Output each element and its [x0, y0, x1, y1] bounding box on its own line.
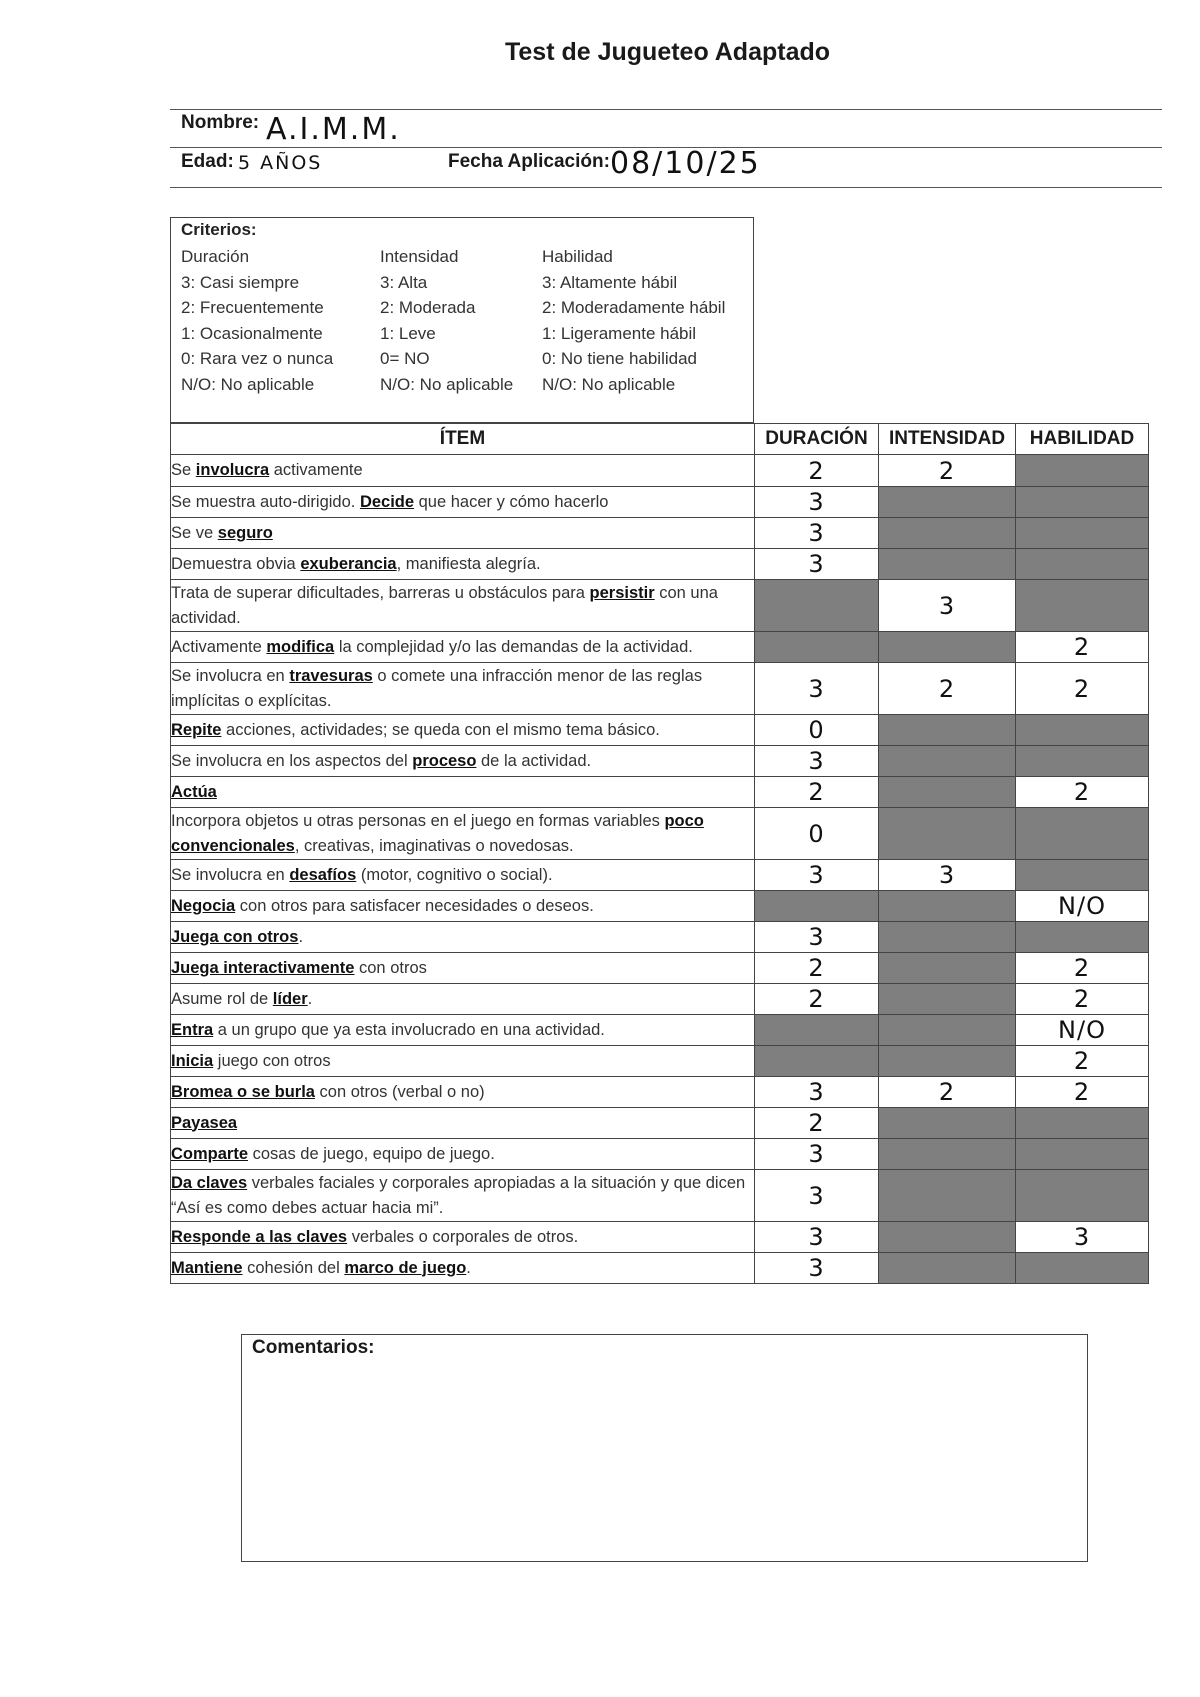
item-keyword: desafíos: [289, 865, 357, 884]
table-row: [171, 549, 1149, 580]
table-row: [171, 1015, 1149, 1046]
item-text-part: con una actividad.: [171, 583, 718, 627]
shaded-cell: [1016, 715, 1149, 746]
item-text: [171, 808, 755, 860]
item-text-part: verbales faciales y corporales apropiadas a la situación y que dicen “Así es como debes actuar hacia mi”.: [171, 1173, 746, 1217]
item-text: [171, 891, 755, 922]
items-table: [170, 423, 1149, 1284]
column-header-duration: DURACIÓN: [755, 424, 879, 455]
date-value[interactable]: 08/10/25: [610, 146, 761, 181]
score-skill[interactable]: 2: [1016, 777, 1149, 808]
item-keyword: Decide: [359, 492, 415, 511]
score-intensity[interactable]: 3: [879, 580, 1016, 632]
name-value[interactable]: A.I.M.M.: [266, 112, 401, 147]
score-duration[interactable]: 3: [755, 1077, 879, 1108]
item-keyword: seguro: [217, 523, 273, 542]
item-text-part: la complejidad y/o las demandas de la actividad.: [334, 637, 693, 656]
shaded-cell: [1016, 455, 1149, 487]
table-row: [171, 1222, 1149, 1253]
score-duration[interactable]: 2: [755, 777, 879, 808]
shaded-cell: [879, 549, 1016, 580]
score-duration[interactable]: 3: [755, 1253, 879, 1284]
item-text-part: que hacer y cómo hacerlo: [414, 492, 609, 511]
column-header-skill: HABILIDAD: [1016, 424, 1149, 455]
score-skill[interactable]: 3: [1016, 1222, 1149, 1253]
item-keyword: Negocia: [171, 896, 236, 915]
score-duration[interactable]: 2: [755, 455, 879, 487]
shaded-cell: [1016, 1253, 1149, 1284]
table-row: [171, 984, 1149, 1015]
item-text-part: activamente: [269, 461, 363, 479]
item-text-part: (motor, cognitivo o social).: [356, 865, 553, 884]
shaded-cell: [1016, 922, 1149, 953]
item-text-part: con otros (verbal o no): [314, 1082, 485, 1101]
table-row: [171, 1077, 1149, 1108]
item-text: [171, 663, 755, 715]
criteria-heading: Criterios:: [181, 220, 257, 239]
shaded-cell: [879, 953, 1016, 984]
criteria-text: 1: Leve: [380, 323, 436, 343]
shaded-cell: [879, 1139, 1016, 1170]
table-row: [171, 953, 1149, 984]
criteria-text: 3: Alta: [380, 272, 428, 292]
score-duration[interactable]: 0: [755, 808, 879, 860]
criteria-text: N/O: No aplicable: [542, 374, 676, 394]
score-intensity[interactable]: 3: [879, 860, 1016, 891]
item-text: [171, 1253, 755, 1284]
item-text: [171, 1222, 755, 1253]
table-row: [171, 632, 1149, 663]
table-row: [171, 580, 1149, 632]
divider: [170, 187, 1162, 188]
shaded-cell: [755, 580, 879, 632]
score-duration[interactable]: 3: [755, 922, 879, 953]
item-keyword: Responde a las claves: [171, 1227, 348, 1246]
table-row: [171, 715, 1149, 746]
score-duration[interactable]: 2: [755, 953, 879, 984]
item-text-part: con otros para satisfacer necesidades o deseos.: [235, 896, 594, 915]
item-text: [171, 487, 755, 518]
item-keyword: marco de juego: [344, 1258, 467, 1277]
shaded-cell: [1016, 746, 1149, 777]
criteria-text: N/O: No aplicable: [181, 374, 315, 394]
item-keyword: Juega con otros: [171, 927, 299, 946]
table-row: [171, 455, 1149, 487]
item-text: [171, 860, 755, 891]
criteria-column-duration: [181, 244, 333, 397]
item-text-part: de la actividad.: [476, 751, 592, 770]
item-text: [171, 518, 755, 549]
item-text-part: Se involucra en los aspectos del: [171, 751, 413, 770]
item-text: [171, 1077, 755, 1108]
criteria-text: 2: Moderadamente hábil: [542, 298, 726, 317]
item-text-part: a un grupo que ya esta involucrado en una actividad.: [213, 1020, 605, 1039]
score-duration[interactable]: 3: [755, 860, 879, 891]
item-text-part: cosas de juego, equipo de juego.: [248, 1144, 495, 1163]
shaded-cell: [1016, 580, 1149, 632]
shaded-cell: [879, 1170, 1016, 1222]
criteria-text: 2: Frecuentemente: [181, 298, 324, 317]
item-text: [171, 580, 755, 632]
item-keyword: Repite: [171, 720, 222, 739]
score-duration[interactable]: 2: [755, 1108, 879, 1139]
item-text: [171, 1139, 755, 1170]
criteria-text: 3: Casi siempre: [181, 272, 300, 292]
score-duration[interactable]: 3: [755, 1139, 879, 1170]
criteria-text: 3: Altamente hábil: [542, 272, 678, 292]
item-text: [171, 549, 755, 580]
score-intensity[interactable]: 2: [879, 455, 1016, 487]
score-intensity[interactable]: 2: [879, 663, 1016, 715]
score-duration[interactable]: 0: [755, 715, 879, 746]
criteria-column-skill: [542, 244, 725, 397]
item-text: [171, 455, 755, 487]
item-text-part: o comete una infracción menor de las reglas implícitas o explícitas.: [171, 666, 703, 710]
score-intensity[interactable]: 2: [879, 1077, 1016, 1108]
item-keyword: Juega interactivamente: [171, 958, 355, 977]
shaded-cell: [1016, 549, 1149, 580]
shaded-cell: [1016, 1139, 1149, 1170]
table-row: [171, 860, 1149, 891]
item-text-part: Se involucra en: [171, 865, 290, 884]
item-text-part: verbales o corporales de otros.: [347, 1227, 579, 1246]
item-text-part: Se muestra auto-dirigido.: [171, 492, 360, 511]
score-skill[interactable]: 2: [1016, 1046, 1149, 1077]
shaded-cell: [1016, 487, 1149, 518]
table-row: [171, 1108, 1149, 1139]
criteria-text: Habilidad: [542, 247, 613, 266]
score-duration[interactable]: 3: [755, 487, 879, 518]
age-value[interactable]: 5 AÑOS: [238, 152, 323, 174]
item-text-part: juego con otros: [213, 1051, 331, 1070]
item-text-part: .: [466, 1258, 471, 1277]
item-text-part: Activamente: [171, 637, 267, 656]
item-text-part: .: [307, 989, 313, 1008]
item-keyword: travesuras: [289, 666, 373, 685]
table-row: [171, 1139, 1149, 1170]
item-text-part: Demuestra obvia: [171, 554, 301, 573]
item-text: [171, 1046, 755, 1077]
age-label: Edad:: [181, 151, 234, 172]
shaded-cell: [879, 891, 1016, 922]
item-text-part: acciones, actividades; se queda con el mismo tema básico.: [221, 720, 660, 739]
comments-label: Comentarios:: [252, 1337, 375, 1358]
shaded-cell: [1016, 808, 1149, 860]
shaded-cell: [879, 808, 1016, 860]
item-text-part: Trata de superar dificultades, barreras u obstáculos para: [171, 583, 590, 602]
item-text: [171, 746, 755, 777]
shaded-cell: [879, 1046, 1016, 1077]
item-text: [171, 953, 755, 984]
score-duration[interactable]: 3: [755, 518, 879, 549]
score-skill[interactable]: N/O: [1016, 891, 1149, 922]
shaded-cell: [879, 984, 1016, 1015]
shaded-cell: [879, 518, 1016, 549]
page-title: Test de Jugueteo Adaptado: [504, 38, 831, 66]
item-keyword: Actúa: [171, 782, 217, 801]
item-text: [171, 922, 755, 953]
table-row: [171, 1253, 1149, 1284]
item-text-part: cohesión del: [242, 1258, 345, 1277]
table-row: [171, 487, 1149, 518]
item-keyword: Bromea o se burla: [171, 1082, 315, 1101]
item-keyword: Da claves: [171, 1173, 248, 1192]
item-text-part: Se ve: [171, 523, 218, 542]
table-row: [171, 777, 1149, 808]
criteria-text: 0: No tiene habilidad: [542, 349, 698, 368]
item-text-part: Asume rol de: [171, 989, 273, 1008]
shaded-cell: [1016, 1170, 1149, 1222]
criteria-text: N/O: No aplicable: [380, 374, 514, 394]
item-keyword: proceso: [412, 751, 477, 770]
shaded-cell: [1016, 860, 1149, 891]
shaded-cell: [755, 891, 879, 922]
item-text: [171, 777, 755, 808]
score-duration[interactable]: 3: [755, 1170, 879, 1222]
shaded-cell: [879, 1015, 1016, 1046]
shaded-cell: [879, 746, 1016, 777]
shaded-cell: [879, 1108, 1016, 1139]
criteria-box: [170, 217, 754, 423]
item-text-part: , creativas, imaginativas o novedosas.: [294, 836, 574, 855]
score-duration[interactable]: 3: [755, 1222, 879, 1253]
item-text-part: Se involucra en: [171, 666, 290, 685]
table-row: [171, 1046, 1149, 1077]
criteria-column-intensity: [380, 244, 513, 397]
item-text: [171, 1170, 755, 1222]
item-keyword: Comparte: [171, 1144, 249, 1163]
table-row: [171, 518, 1149, 549]
item-keyword: Inicia: [171, 1051, 214, 1070]
item-text-part: Incorpora objetos u otras personas en el juego en formas variables: [171, 811, 665, 830]
table-row: [171, 891, 1149, 922]
item-text-part: , manifiesta alegría.: [396, 554, 541, 573]
item-text-part: con otros: [354, 958, 427, 977]
item-keyword: líder: [272, 989, 308, 1008]
criteria-text: Duración: [181, 247, 250, 266]
table-row: [171, 746, 1149, 777]
score-skill[interactable]: 2: [1016, 1077, 1149, 1108]
item-text-part: .: [298, 927, 304, 946]
item-text: [171, 1108, 755, 1139]
shaded-cell: [879, 632, 1016, 663]
item-keyword: exuberancia: [300, 554, 397, 573]
column-header-item: ÍTEM: [171, 424, 755, 455]
item-text: [171, 715, 755, 746]
criteria-text: 0= NO: [380, 349, 430, 368]
criteria-text: Intensidad: [380, 247, 459, 266]
item-keyword: poco convencionales: [171, 811, 704, 855]
shaded-cell: [755, 1046, 879, 1077]
score-duration[interactable]: 2: [755, 984, 879, 1015]
shaded-cell: [879, 1253, 1016, 1284]
criteria-text: 1: Ocasionalmente: [181, 323, 323, 343]
date-label: Fecha Aplicación:: [448, 151, 610, 172]
item-text: [171, 1015, 755, 1046]
shaded-cell: [879, 922, 1016, 953]
item-keyword: involucra: [195, 461, 270, 479]
score-skill[interactable]: 2: [1016, 953, 1149, 984]
table-row: [171, 1170, 1149, 1222]
shaded-cell: [755, 1015, 879, 1046]
table-row: [171, 663, 1149, 715]
item-text: [171, 632, 755, 663]
score-skill[interactable]: 2: [1016, 663, 1149, 715]
shaded-cell: [879, 1222, 1016, 1253]
item-keyword: Payasea: [171, 1113, 238, 1132]
item-keyword: modifica: [266, 637, 335, 656]
column-header-intensity: INTENSIDAD: [879, 424, 1016, 455]
shaded-cell: [1016, 518, 1149, 549]
shaded-cell: [1016, 1108, 1149, 1139]
item-text-part: Se: [171, 461, 196, 479]
score-duration[interactable]: 3: [755, 549, 879, 580]
score-skill[interactable]: 2: [1016, 632, 1149, 663]
item-keyword: Mantiene: [171, 1258, 243, 1277]
table-row: [171, 808, 1149, 860]
shaded-cell: [879, 777, 1016, 808]
score-duration[interactable]: 3: [755, 663, 879, 715]
table-row: [171, 922, 1149, 953]
shaded-cell: [879, 487, 1016, 518]
criteria-text: 1: Ligeramente hábil: [542, 323, 697, 343]
score-skill[interactable]: 2: [1016, 984, 1149, 1015]
score-skill[interactable]: N/O: [1016, 1015, 1149, 1046]
criteria-text: 2: Moderada: [380, 298, 476, 317]
divider: [170, 109, 1162, 110]
criteria-text: 0: Rara vez o nunca: [181, 349, 334, 368]
table-header-row: [171, 424, 1149, 455]
comments-box[interactable]: [241, 1334, 1088, 1562]
item-keyword: persistir: [589, 583, 655, 602]
score-duration[interactable]: 3: [755, 746, 879, 777]
name-label: Nombre:: [181, 112, 260, 133]
item-keyword: Entra: [171, 1020, 214, 1039]
shaded-cell: [755, 632, 879, 663]
shaded-cell: [879, 715, 1016, 746]
item-text: [171, 984, 755, 1015]
